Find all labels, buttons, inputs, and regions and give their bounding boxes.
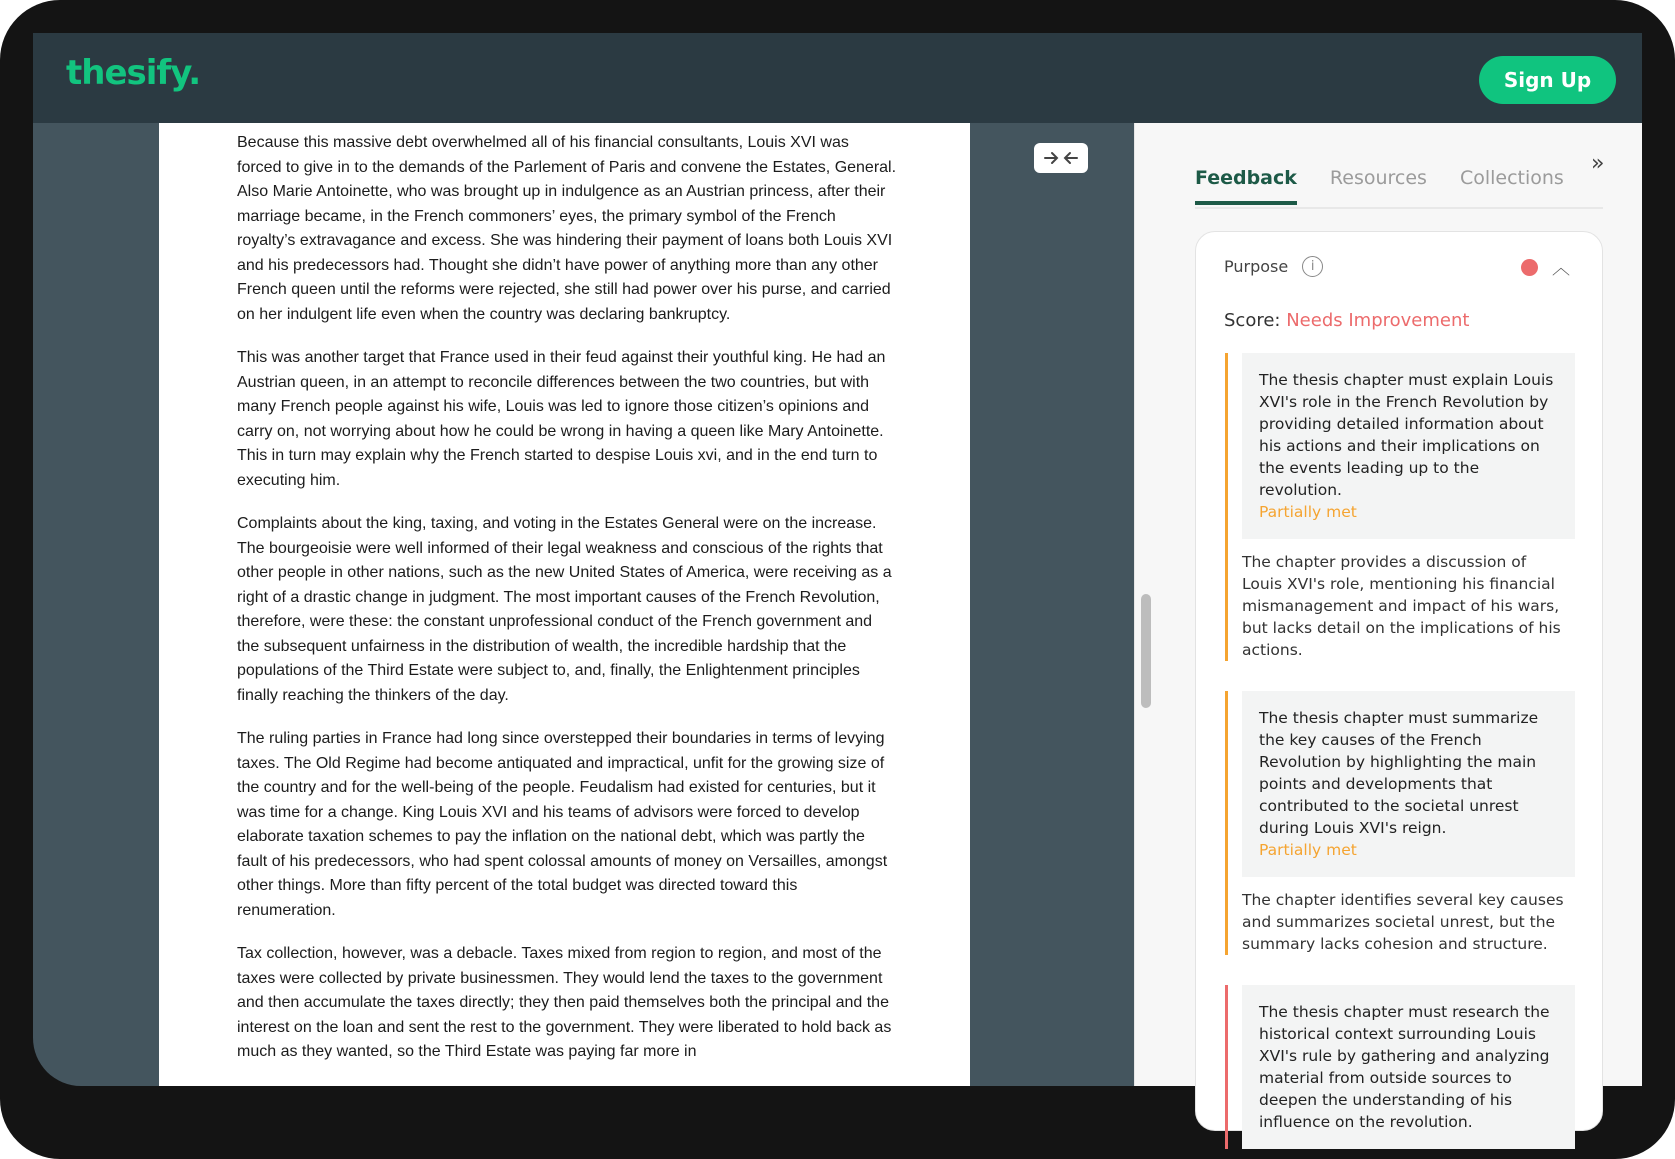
tab-resources[interactable]: Resources — [1329, 167, 1427, 189]
tab-feedback[interactable]: Feedback — [1195, 167, 1297, 205]
score — [1224, 310, 1469, 331]
scrollbar[interactable] — [1141, 594, 1151, 708]
expand-panel-icon[interactable]: » — [1591, 151, 1605, 176]
paragraph: Because this massive debt overwhelmed all of his financial consultants, Louis XVI was forced to give in to the demands of the Parlement of Paris and convene the Estates, General. Also Marie Antoinette, who was brought up in indulgence as an Austrian princess, after their marriage became, in the French commoners’ eyes, the primary symbol of the French royalty’s extravagance and excess. She was hindering their payment of loans both Louis XVI and his predecessors had. Thought she didn’t have power of anything more than any other French queen until the reforms were rejected, she still had power over his purse, and carried on her indulgent life even when the country was declaring bankruptcy. — [237, 134, 897, 323]
criterion — [1225, 691, 1575, 955]
info-icon[interactable]: i — [1302, 256, 1323, 277]
requirement-text: The thesis chapter must explain Louis XVI's role in the French Revolution by providing detailed information about his actions and their implications on the events leading up to the revolution. — [1259, 371, 1554, 499]
paragraph: Complaints about the king, taxing, and voting in the Estates General were on the increase. The bourgeoisie were well informed of their legal weakness and conscious of the rights that other people in other nations, such as the new United States of America, were receiving as a right of a drastic change in judgment. The most important causes of the French Revolution, therefore, were these: the constant unprofessional conduct of the French government and the subsequent unfairness in the distribution of wealth, the incredible hardship that the populations of the Third Estate were subject to, and, finally, the Enlightenment principles finally reaching the thinkers of the day. — [237, 515, 892, 704]
tab-divider — [1195, 207, 1603, 209]
tabs — [1195, 167, 1564, 205]
logo: thesify. — [66, 53, 201, 93]
status-label: Partially met — [1259, 503, 1357, 521]
paragraph: Tax collection, however, was a debacle. Taxes mixed from region to region, and most of the taxes were collected by private businessmen. They would lend the taxes to the government and then accumulate the taxes directly; they then paid themselves both the principal and the interest on the loan and sent the rest to the government. They were liberated to hold back as much as they wanted, so the Third Estate was paying far more in — [237, 945, 892, 1060]
requirement-box — [1242, 353, 1575, 539]
comment-text: The chapter identifies several key causes and summarizes societal unrest, but the summary lacks cohesion and structure. — [1242, 891, 1564, 953]
purpose-card — [1195, 231, 1603, 1131]
comment-text: The chapter provides a discussion of Louis XVI's role, mentioning his financial mismanagement and impact of his wars, but lacks detail on the implications of his actions. — [1242, 553, 1561, 659]
header — [33, 33, 1642, 123]
collapse-panel-button[interactable] — [1034, 143, 1088, 173]
chevron-up-icon[interactable]: ︿ — [1552, 258, 1570, 279]
tab-collections[interactable]: Collections — [1459, 167, 1564, 189]
paragraph: The ruling parties in France had long since overstepped their boundaries in terms of levying taxes. The Old Regime had become antiquated and impractical, unfit for the growing size of the country and for the well-being of the people. Feudalism had existed for centuries, but it was time for a change. King Louis XVI and his teams of advisors were forced to develop elaborate taxation schemes to pay the inflation on the national debt, which was partly the fault of his predecessors, who had spent colossal amounts of money on Versailles, amongst other things. More than fifty percent of the total budget was directed toward this renumeration. — [237, 730, 888, 919]
section-header — [1224, 256, 1323, 277]
criterion — [1225, 353, 1575, 661]
status-dot — [1521, 259, 1538, 276]
arrows-inward-icon — [1043, 149, 1079, 167]
document-page — [159, 123, 970, 1086]
section-title: Purpose — [1224, 257, 1289, 276]
feedback-panel — [1134, 123, 1642, 1131]
requirement-box — [1242, 985, 1575, 1149]
app-screen — [33, 33, 1642, 1131]
criterion — [1225, 985, 1575, 1149]
score-value: Needs Improvement — [1286, 310, 1470, 331]
requirement-box — [1242, 691, 1575, 877]
paragraph: This was another target that France used in their feud against their youthful king. He had an Austrian queen, in an attempt to reconcile differences between the two countries, but with many French people against his wife, Louis was led to ignore those citizen’s opinions and carry on, not worrying about how he could be wrong in having a queen like Mary Antoinette. This in turn may explain why the French started to despise Louis xvi, and in the end turn to executing him. — [237, 349, 886, 489]
requirement-text: The thesis chapter must research the historical context surrounding Louis XVI's rule by gathering and analyzing material from outside sources to deepen the understanding of his influence on the revolution. — [1259, 1003, 1550, 1131]
sign-up-button[interactable]: Sign Up — [1479, 56, 1616, 104]
score-label: Score: — [1224, 310, 1281, 331]
requirement-text: The thesis chapter must summarize the key causes of the French Revolution by highlighting the main points and developments that contributed to the societal unrest during Louis XVI's reign. — [1259, 709, 1539, 837]
document-text — [237, 131, 897, 1084]
status-label: Partially met — [1259, 841, 1357, 859]
